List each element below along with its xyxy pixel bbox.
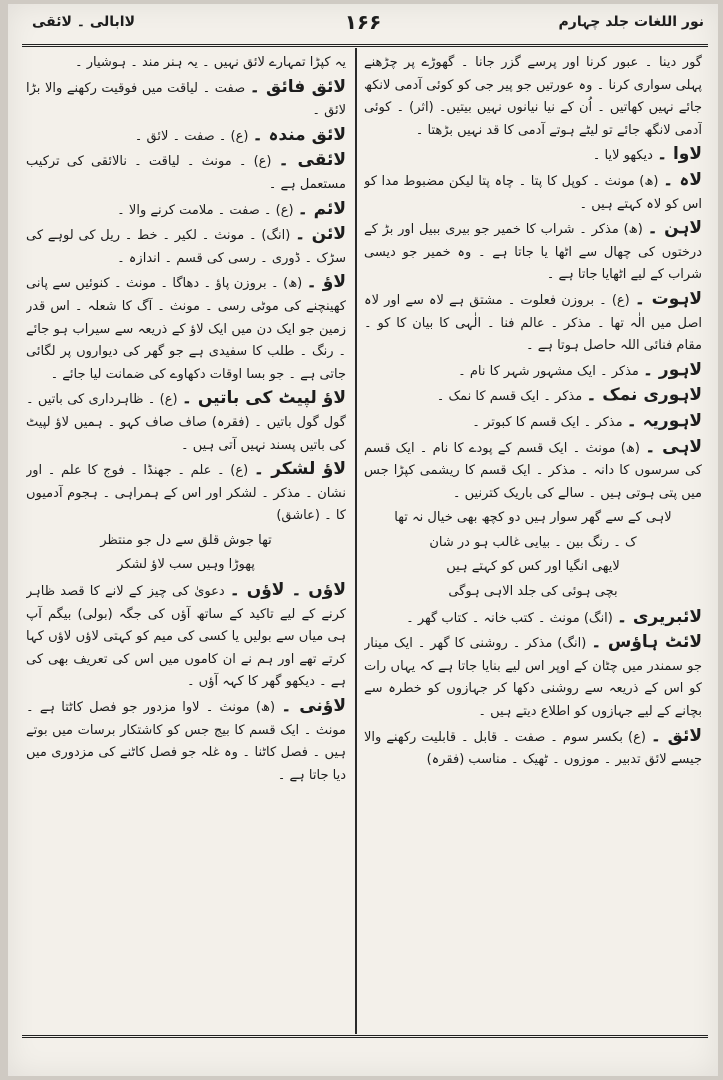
dictionary-entry <box>364 217 702 287</box>
entry-definition: (ع) ۔ صفت ۔ ملامت کرنے والا ۔ <box>117 202 294 218</box>
entry-definition: (ع) ۔ علم ۔ جھنڈا ۔ فوج کا علم ۔ اور نشان ۔ مذکر ۔ لشکر اور اس کے ہمراہی ۔ ہجوم آدمیوں کا ۔ (عاشق) <box>26 463 346 524</box>
dictionary-entry <box>26 223 346 270</box>
dictionary-entry <box>364 384 702 409</box>
headword: لائٹ ہاؤس ۔ <box>591 632 702 653</box>
entry-definition: یہ کپڑا تمہارے لائق نہیں ۔ یہ ہنر مند ۔ ہوشیار ۔ <box>74 55 346 70</box>
entry-definition: (ع) ۔ بروزن فعلوت ۔ مشتق ہے لاہ سے اور لاہ اصل میں الٰہ تھا ۔ مذکر ۔ عالم فنا ۔ الٰہی کا بیان کا کو ۔ مقام فنائی اللہ حاصل ہوتا ہے ۔ <box>364 292 702 354</box>
headword: لاہن ۔ <box>647 218 702 239</box>
headword: لاہوریہ ۔ <box>626 410 702 431</box>
page-header <box>8 4 718 44</box>
footer-rule <box>22 1035 708 1038</box>
headword: لائم ۔ <box>297 198 346 219</box>
page-number: ۱۶۶ <box>344 10 382 34</box>
dictionary-entry <box>26 52 346 75</box>
dictionary-entry <box>364 606 702 631</box>
headword: لائق فائق ۔ <box>249 76 346 97</box>
header-rule <box>22 44 708 47</box>
dictionary-entry <box>26 458 346 528</box>
entry-definition: (ھ) مونث ۔ لاوا مزدور جو فصل کاٹتا ہے ۔ مونث ۔ ایک قسم کا بیج جس کو کاشتکار برسات میں بوتے ہیں ۔ فصل کاٹنا ۔ وہ غلہ جو فصل کاٹنے کی مزدوری میں دیا جاتا ہے ۔ <box>26 700 346 783</box>
verse-line: لاہی کے سے گھر سوار ہیں دو کچھ بھی خیال نہ تھا <box>394 510 672 526</box>
entry-definition: مذکر ۔ ایک قسم کا کبوتر ۔ <box>472 414 623 430</box>
entry-definition: مذکر ۔ ایک قسم کا نمک ۔ <box>436 389 583 405</box>
entry-definition: (ع) ۔ صفت ۔ لائق ۔ <box>134 128 249 144</box>
entry-definition: (ع) ۔ ظاہرداری کی باتیں ۔ گول گول باتیں ۔ (فقرہ) صاف صاف کہو ۔ ہمیں لاؤ لپیٹ کی باتیں پسند نہیں آتی ہیں ۔ <box>26 392 346 453</box>
entry-definition: (انگ) ۔ مونث ۔ لکیر ۔ خط ۔ ریل کی لوہے کی سڑک ۔ ڈوری ۔ رسی کی قسم ۔ اندازہ ۔ <box>26 228 346 266</box>
headword: لاہ ۔ <box>663 169 702 190</box>
book-title: نور اللغات جلد چہارم <box>558 14 704 30</box>
dictionary-entry <box>364 631 702 723</box>
dictionary-entry <box>364 52 702 142</box>
headword: لاوا ۔ <box>657 144 702 165</box>
dictionary-entry <box>364 143 702 168</box>
verse-line: تھا جوش قلق سے دل جو منتظر <box>100 532 272 548</box>
entry-definition: گور دینا ۔ عبور کرنا اور پرسے گزر جانا ۔ گھوڑے پر چڑھنے پہلی سواری کرنا ۔ وہ عورتیں جو پیر جی کو کوئی آدمی لانکھ جائے نہیں کھاتیں ۔ اُن کے نیا نیانوں نہیں بیتیں۔ (اثر) ۔ کوئی آدمی لانگھ جائے تو لیٹے ہوتے آدمی کا قد نہیں بڑھتا ۔ <box>364 55 702 138</box>
dictionary-entry <box>364 359 702 384</box>
dictionary-entry <box>364 436 702 506</box>
dictionary-entry <box>364 288 702 358</box>
headword: لاہوری نمک ۔ <box>586 385 702 406</box>
headword: لائق ۔ <box>650 725 702 746</box>
entry-definition: (ھ) مونث ۔ ایک قسم کے پودے کا نام ۔ ایک قسم کی سرسوں کا دانہ ۔ مذکر ۔ ایک قسم کا ریشمی کپڑا جس میں پتی ہوتی ہیں ۔ سالے کی باریک کترنیں ۔ <box>364 440 702 501</box>
dictionary-entry <box>364 410 702 435</box>
dictionary-entry <box>26 695 346 787</box>
verse-line: ک ۔ رنگ بین ۔ بیایی غالب ہو در شان <box>429 534 637 550</box>
headword: لائق مندہ ۔ <box>252 124 346 145</box>
dictionary-page <box>8 4 718 1076</box>
left-column <box>26 52 346 1030</box>
entry-definition: (ھ) ۔ بروزن پاؤ ۔ دھاگا ۔ مونث ۔ کنوئیں سے پانی کھینچنے کی موٹی رسی ۔ مونث ۔ آگ کا شعلہ ۔ اس قدر زمین جو ایک دن میں ایک لاؤ کے ذریعہ سے سیراب ہو جائے ۔ رنگ ۔ طلب کا سفیدی ہے جو گھر کی دیواروں پر لگائی جاتی ہے ۔ جو بسا اوقات دکھاوے کی ضمانت لیا جائے ۔ <box>26 276 346 382</box>
headword: لاہوت ۔ <box>634 288 702 309</box>
right-column <box>364 52 702 1030</box>
verse-line: لایھی انگیا اور کس کو کہتے ہیں <box>446 559 620 575</box>
headword: لاؤ لشکر ۔ <box>253 459 346 480</box>
headword: لاہور ۔ <box>643 359 702 380</box>
headword: لائبریری ۔ <box>617 606 702 627</box>
column-divider <box>355 48 357 1034</box>
entry-definition: دیکھو لایا ۔ <box>592 148 653 164</box>
entry-definition: (انگ) مونث ۔ کتب خانہ ۔ کتاب گھر ۔ <box>406 610 613 626</box>
dictionary-entry <box>364 725 702 772</box>
headword: لاؤ لپیٹ کی باتیں ۔ <box>181 388 346 409</box>
headword: لاؤنی ۔ <box>281 696 346 717</box>
dictionary-entry <box>26 579 346 694</box>
entry-definition: (ھ) مذکر ۔ شراب کا خمیر جو بیری ببیل اور بڑ کے درختوں کی چھال سے اٹھا یا جاتا ہے ۔ وہ خمیر جو دیسی شراب کے لیے اٹھایا جاتا ہے ۔ <box>364 222 702 283</box>
headword: لاؤ ۔ <box>306 272 346 293</box>
headword: لائن ۔ <box>295 224 346 245</box>
dictionary-entry <box>364 169 702 216</box>
headword: لائقی ۔ <box>278 150 346 171</box>
dictionary-entry <box>26 76 346 123</box>
headword: لاہی ۔ <box>645 436 702 457</box>
headword: لاؤں ۔ لاؤں ۔ <box>229 580 346 601</box>
entry-definition: (انگ) مذکر ۔ روشنی کا گھر ۔ ایک مینار جو سمندر میں چٹان کے اوپر اس لیے بنایا جاتا ہے کہ یہاں رات کو اس کے ذریعہ سے روشنی دکھا کر جہازوں کو خطرہ سے بچانے کے لیے جہازوں کو اطلاع دیتے ہیں ۔ <box>364 636 702 720</box>
entry-definition: دعویٰ کی چیز کے لانے کا قصد ظاہر کرنے کے لیے تاکید کے ساتھ آؤں کی جگہ (بولی) بیگم آپ ہی میاں سے بولیں یا کسی کی میم کو کہتی لاؤں لاؤں کہا کرتے تھے اور ہم نے ان کاموں میں اس کی تعریف بھی کی ہے ۔ دیکھو گھر کا کہہ آؤں ۔ <box>26 584 346 690</box>
entry-definition: (ھ) مونث ۔ کوپل کا پتا ۔ چاہ پتا لیکن مضبوط مدا کو اس کو لاہ کہتے ہیں ۔ <box>364 173 702 212</box>
dictionary-entry <box>26 387 346 457</box>
dictionary-entry <box>26 149 346 196</box>
guide-words: لاابالی ۔ لائقی <box>32 14 136 30</box>
dictionary-entry <box>26 198 346 223</box>
verse-line: بچی ہوئی کی جلد الاہی ہوگی <box>448 584 618 600</box>
dictionary-entry <box>26 124 346 149</box>
dictionary-entry <box>26 271 346 386</box>
entry-definition: (ع) ۔ مونث ۔ لیاقت ۔ نالائقی کی ترکیب مستعمل ہے ۔ <box>26 154 346 192</box>
entry-definition: صفت ۔ لیاقت میں فوقیت رکھنے والا بڑا لائق ۔ <box>26 80 346 119</box>
verse-line: پھوڑا وہیں سب لاؤ لشکر <box>117 557 255 573</box>
entry-definition: مذکر ۔ ایک مشہور شہر کا نام ۔ <box>458 363 639 379</box>
entry-definition: (ع) بکسر سوم ۔ صفت ۔ قابل ۔ قابلیت رکھنے والا جیسے لائق تدبیر ۔ موزوں ۔ ٹھیک ۔ مناسب (فقرہ) <box>364 729 702 768</box>
